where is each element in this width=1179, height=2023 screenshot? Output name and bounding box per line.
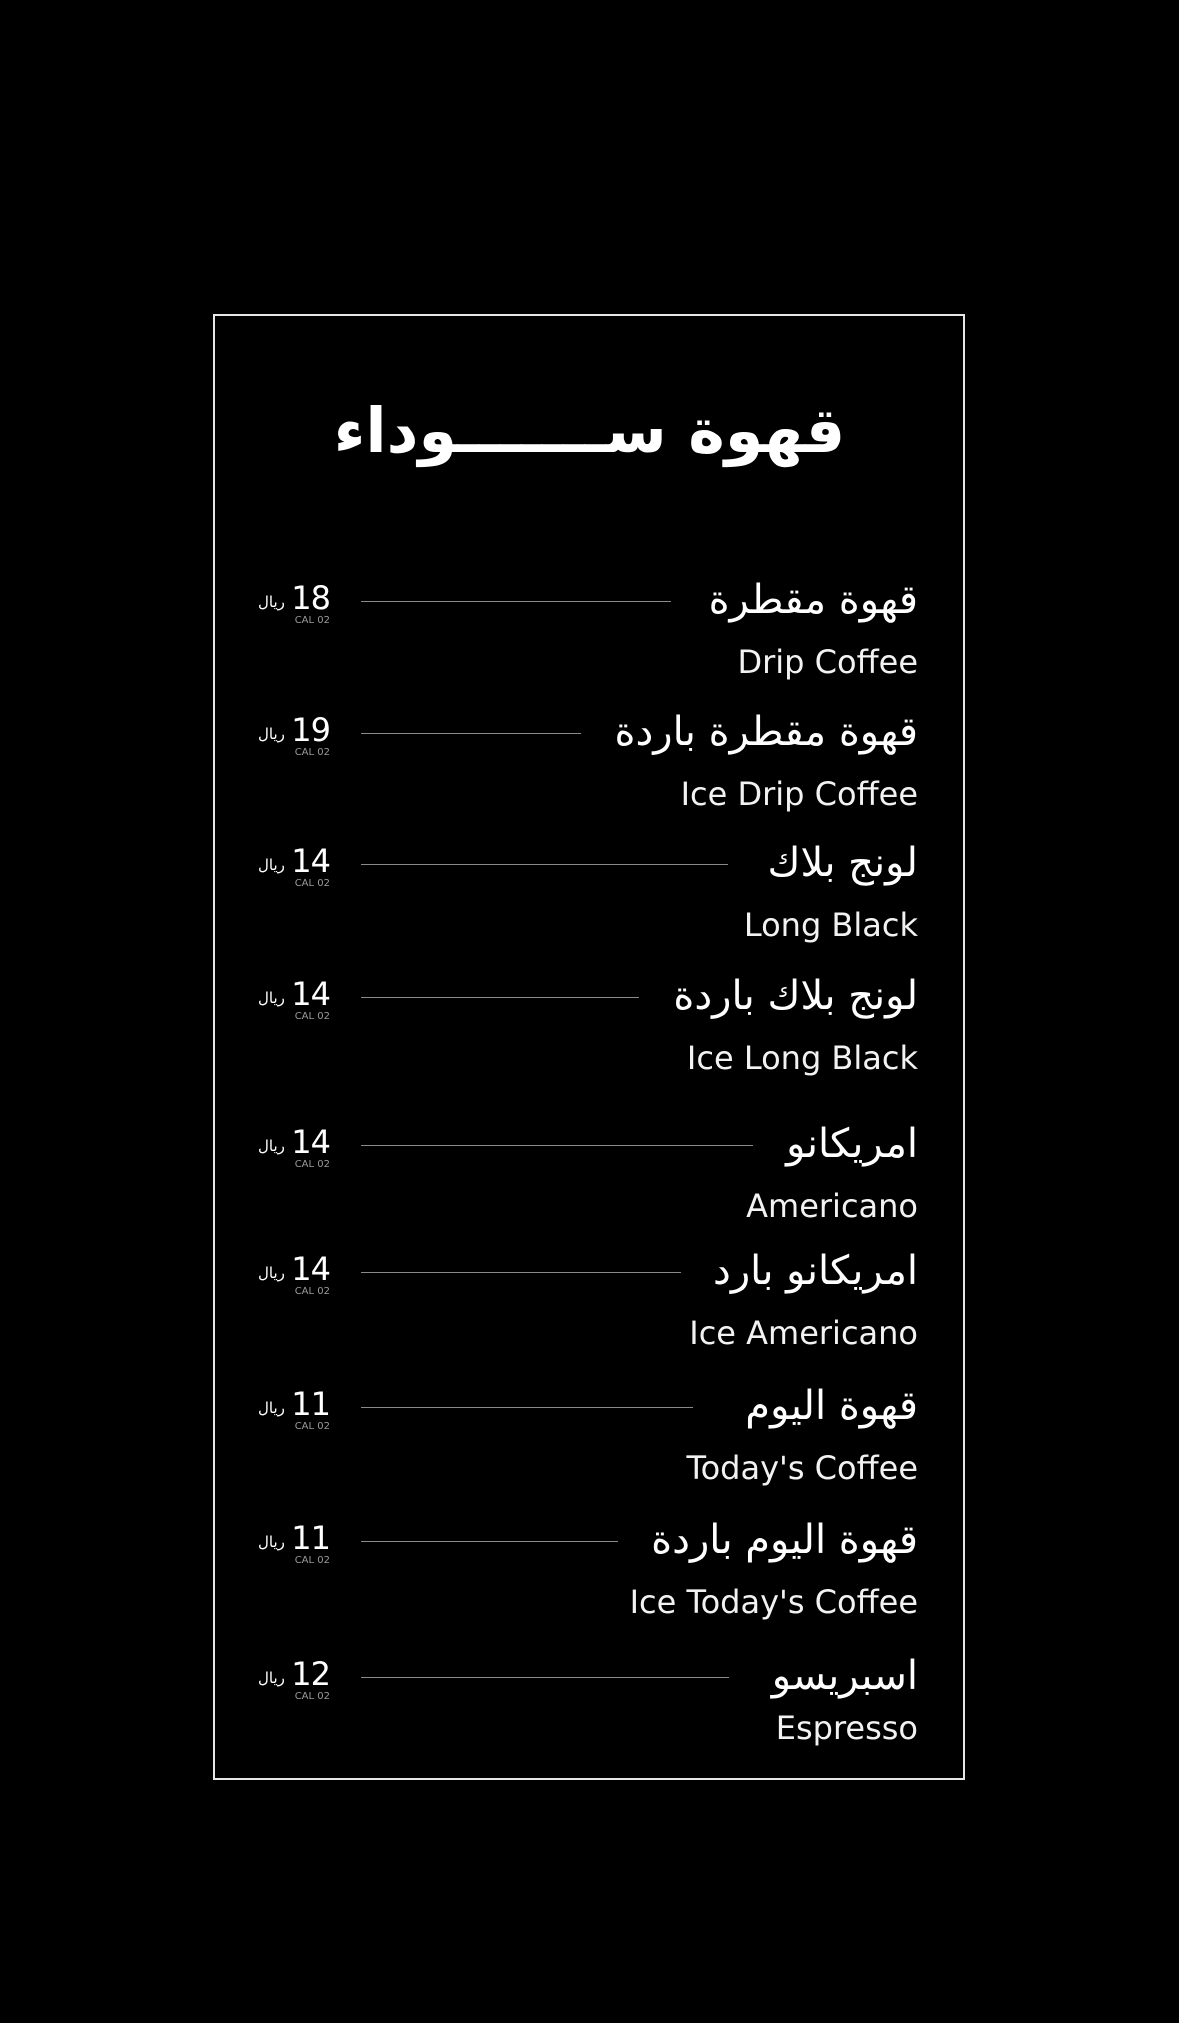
- price-currency: ريال: [258, 1264, 285, 1282]
- leader-line: [361, 733, 581, 734]
- leader-line: [361, 1145, 753, 1146]
- price-value: 14: [291, 975, 330, 1013]
- item-name-english: Americano: [746, 1187, 918, 1225]
- leader-line: [361, 1677, 729, 1678]
- price-currency: ريال: [258, 1137, 285, 1155]
- price-value: 19: [291, 711, 330, 749]
- menu-item-americano[interactable]: [258, 1121, 918, 1234]
- calories-label: CAL 02: [294, 1159, 330, 1170]
- item-name-arabic: قهوة اليوم باردة: [651, 1517, 918, 1563]
- menu-item-ice-drip-coffee[interactable]: [258, 709, 918, 822]
- price-block: [258, 843, 330, 893]
- price-value: 14: [291, 842, 330, 880]
- price-value: 14: [291, 1250, 330, 1288]
- leader-line: [361, 1407, 693, 1408]
- item-name-arabic: لونج بلاك باردة: [673, 973, 918, 1019]
- menu-item-ice-todays-coffee[interactable]: [258, 1517, 918, 1630]
- calories-label: CAL 02: [294, 1421, 330, 1432]
- price-block: [258, 1386, 330, 1436]
- menu-item-drip-coffee[interactable]: [258, 577, 918, 690]
- price-currency: ريال: [258, 856, 285, 874]
- menu-title: قهوة ســـــــوداء: [333, 394, 846, 467]
- item-name-english: Drip Coffee: [737, 643, 918, 681]
- price-currency: ريال: [258, 1399, 285, 1417]
- menu-item-ice-americano[interactable]: [258, 1248, 918, 1361]
- leader-line: [361, 864, 728, 865]
- item-name-arabic: امريكانو: [786, 1121, 918, 1167]
- calories-label: CAL 02: [294, 615, 330, 626]
- item-name-arabic: امريكانو بارد: [713, 1248, 918, 1294]
- price-block: [258, 1520, 330, 1570]
- price-block: [258, 976, 330, 1026]
- price-value: 18: [291, 579, 330, 617]
- menu-item-todays-coffee[interactable]: [258, 1383, 918, 1496]
- item-name-english: Ice Drip Coffee: [680, 775, 918, 813]
- price-value: 14: [291, 1123, 330, 1161]
- price-value: 11: [291, 1385, 330, 1423]
- leader-line: [361, 601, 671, 602]
- menu-item-espresso[interactable]: [258, 1653, 918, 1766]
- item-name-english: Ice Americano: [689, 1314, 918, 1352]
- calories-label: CAL 02: [294, 1555, 330, 1566]
- calories-label: CAL 02: [294, 747, 330, 758]
- calories-label: CAL 02: [294, 1691, 330, 1702]
- price-block: [258, 712, 330, 762]
- price-block: [258, 1656, 330, 1706]
- item-name-english: Ice Today's Coffee: [629, 1583, 918, 1621]
- leader-line: [361, 997, 639, 998]
- item-name-arabic: لونج بلاك: [767, 840, 918, 886]
- price-block: [258, 1124, 330, 1174]
- item-name-english: Espresso: [775, 1709, 918, 1747]
- leader-line: [361, 1272, 681, 1273]
- calories-label: CAL 02: [294, 1286, 330, 1297]
- calories-label: CAL 02: [294, 878, 330, 889]
- item-name-english: Long Black: [743, 906, 918, 944]
- item-name-english: Ice Long Black: [686, 1039, 918, 1077]
- item-name-arabic: قهوة مقطرة: [708, 577, 918, 623]
- leader-line: [361, 1541, 618, 1542]
- price-currency: ريال: [258, 725, 285, 743]
- price-value: 12: [291, 1655, 330, 1693]
- menu-item-ice-long-black[interactable]: [258, 973, 918, 1086]
- price-block: [258, 580, 330, 630]
- price-value: 11: [291, 1519, 330, 1557]
- price-currency: ريال: [258, 1669, 285, 1687]
- price-currency: ريال: [258, 1533, 285, 1551]
- calories-label: CAL 02: [294, 1011, 330, 1022]
- item-name-arabic: اسبريسو: [771, 1653, 918, 1699]
- menu-item-long-black[interactable]: [258, 840, 918, 953]
- item-name-english: Today's Coffee: [686, 1449, 918, 1487]
- price-block: [258, 1251, 330, 1301]
- price-currency: ريال: [258, 593, 285, 611]
- price-currency: ريال: [258, 989, 285, 1007]
- item-name-arabic: قهوة اليوم: [745, 1383, 918, 1429]
- item-name-arabic: قهوة مقطرة باردة: [614, 709, 918, 755]
